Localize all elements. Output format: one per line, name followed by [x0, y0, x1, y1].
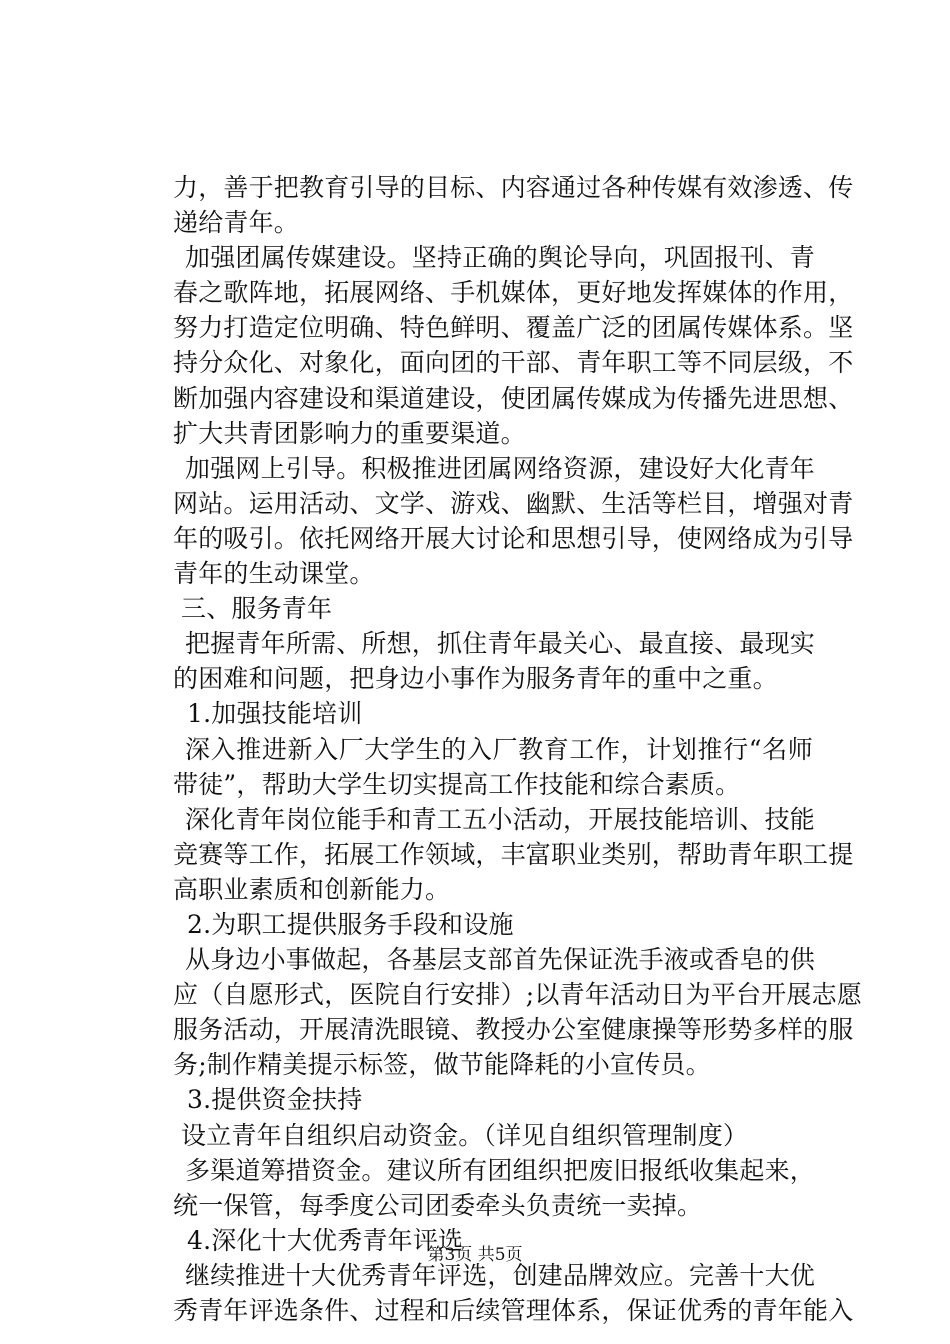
text-line: 继续推进十大优秀青年评选，创建品牌效应。完善十大优 [185, 1260, 816, 1290]
text-line: 递给青年。 [173, 208, 300, 238]
text-line: 高职业素质和创新能力。 [173, 874, 451, 904]
subsection-heading: 3.提供资金扶持 [187, 1085, 363, 1115]
text-line: 深入推进新入厂大学生的入厂教育工作，计划推行“名师 [185, 734, 813, 764]
text-line: 断加强内容建设和渠道建设，使团属传媒成为传播先进思想、 [173, 383, 854, 413]
text-line: 服务活动，开展清洗眼镜、教授办公室健康操等形势多样的服 [173, 1015, 854, 1045]
text-line: 年的吸引。依托网络开展大讨论和思想引导，使网络成为引导 [173, 523, 854, 553]
text-line: 春之歌阵地，拓展网络、手机媒体，更好地发挥媒体的作用， [173, 278, 854, 308]
document-body [173, 170, 863, 1328]
text-line: 努力打造定位明确、特色鲜明、覆盖广泛的团属传媒体系。坚 [173, 313, 854, 343]
text-line: 带徒”，帮助大学生切实提高工作技能和综合素质。 [173, 769, 741, 799]
text-line: 把握青年所需、所想，抓住青年最关心、最直接、最现实 [185, 629, 816, 659]
text-line: 多渠道筹措资金。建议所有团组织把废旧报纸收集起来， [185, 1155, 816, 1185]
text-line: 网站。运用活动、文学、游戏、幽默、生活等栏目，增强对青 [173, 488, 854, 518]
text-line: 从身边小事做起，各基层支部首先保证洗手液或香皂的供 [185, 945, 816, 975]
text-line: 统一保管，每季度公司团委牵头负责统一卖掉。 [173, 1190, 703, 1220]
text-line: 应（自愿形式，医院自行安排）;以青年活动日为平台开展志愿 [173, 980, 863, 1010]
text-line: 青年的生动课堂。 [173, 559, 375, 589]
text-line: 的困难和问题，把身边小事作为服务青年的重中之重。 [173, 664, 778, 694]
subsection-heading: 1.加强技能培训 [187, 699, 363, 729]
subsection-heading: 2.为职工提供服务手段和设施 [187, 909, 514, 939]
section-heading: 三、服务青年 [181, 594, 333, 624]
text-line: 务;制作精美提示标签，做节能降耗的小宣传员。 [173, 1050, 711, 1080]
text-line: 扩大共青团影响力的重要渠道。 [173, 418, 526, 448]
subsection-heading: 4.深化十大优秀青年评选 [187, 1225, 464, 1255]
text-line: 设立青年自组织启动资金。（详见自组织管理制度） [181, 1120, 749, 1150]
text-line: 深化青年岗位能手和青工五小活动，开展技能培训、技能 [185, 804, 816, 834]
page-number-footer: 第3页 共5页 [427, 1245, 523, 1265]
text-line: 竞赛等工作，拓展工作领域，丰富职业类别，帮助青年职工提 [173, 839, 854, 869]
text-line: 秀青年评选条件、过程和后续管理体系，保证优秀的青年能入 [173, 1296, 854, 1325]
text-line: 力，善于把教育引导的目标、内容通过各种传媒有效渗透、传 [173, 173, 854, 202]
text-line: 加强网上引导。积极推进团属网络资源，建设好大化青年 [185, 453, 816, 483]
text-line: 持分众化、对象化，面向团的干部、青年职工等不同层级，不 [173, 348, 854, 378]
text-line: 加强团属传媒建设。坚持正确的舆论导向，巩固报刊、青 [185, 243, 816, 273]
